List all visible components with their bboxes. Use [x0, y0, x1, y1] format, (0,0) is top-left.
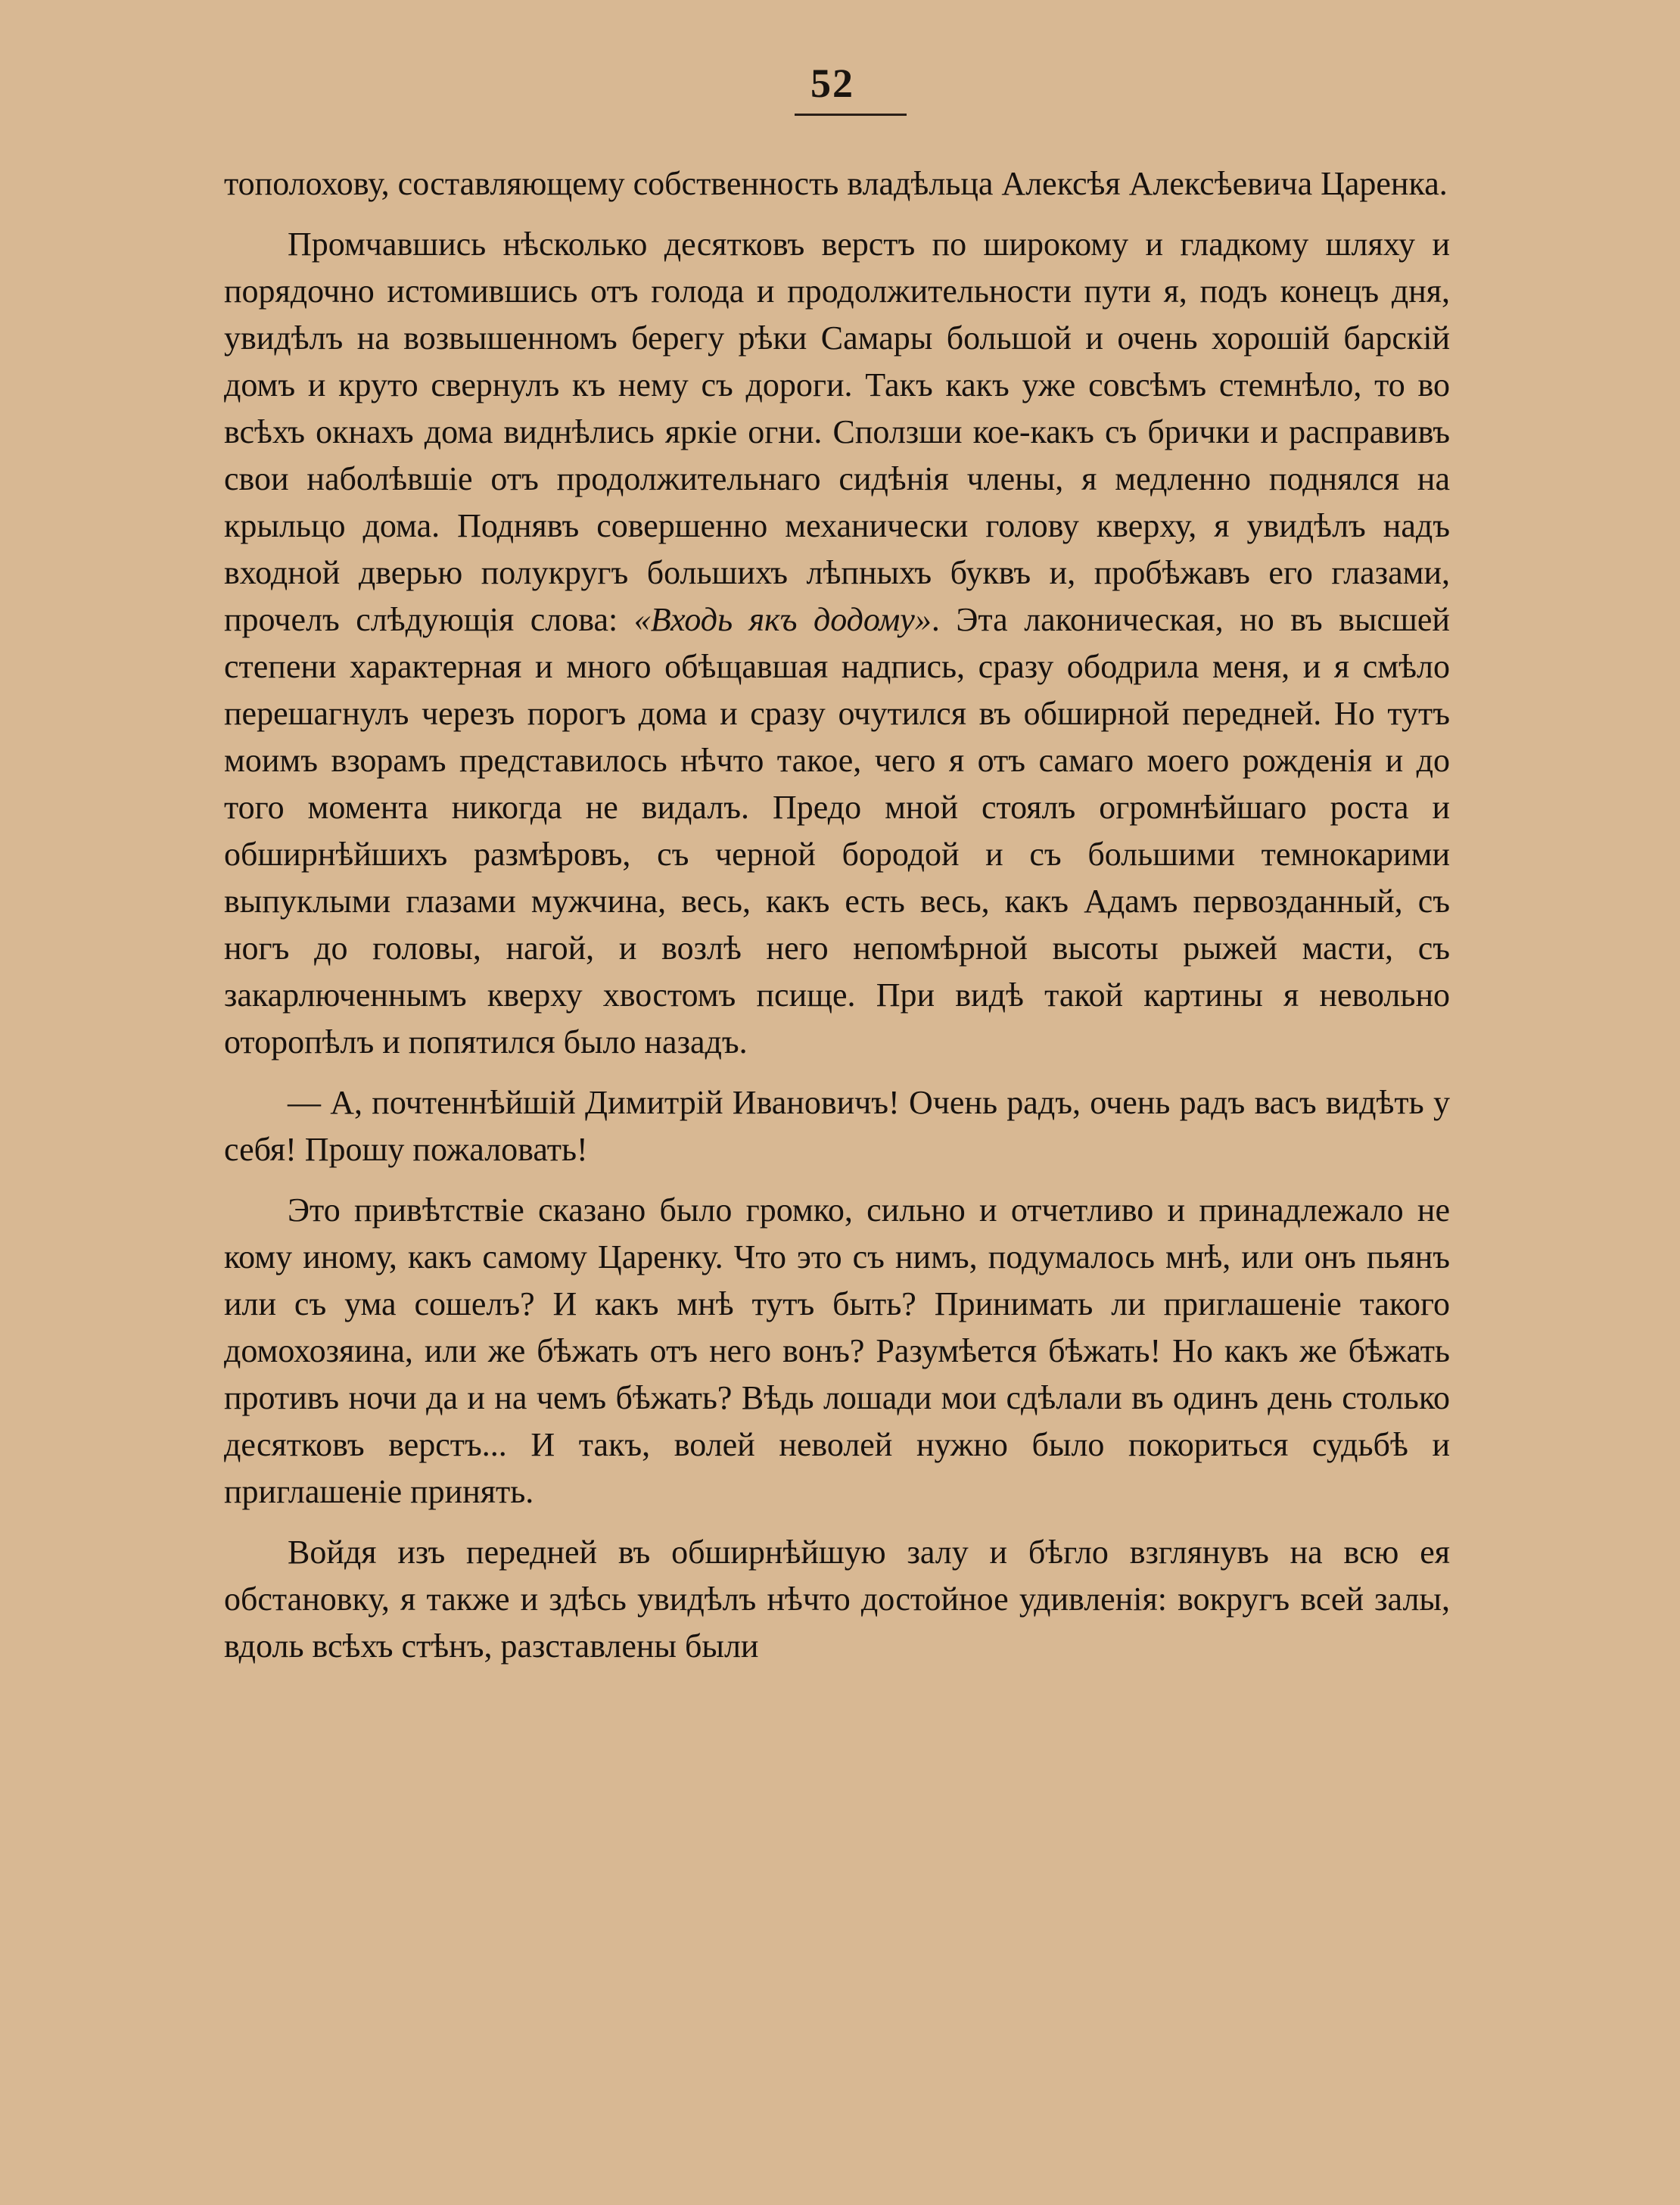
- paragraph-hall: Войдя изъ передней въ обширнѣйшую залу и бѣгло взглянувъ на всю ея обстановку, я также и здѣсь увидѣлъ нѣчто достойное удивленія: вокругъ всей залы, вдоль всѣхъ стѣнъ, разставлены были: [224, 1534, 1450, 1665]
- paragraph-continuation: тополохову, составляющему собственность владѣльца Алексѣя Алексѣевича Царенка.: [224, 165, 1448, 202]
- body-text: [224, 160, 1450, 1670]
- door-inscription: «Входь якъ додому»: [633, 601, 932, 638]
- paragraph-arrival: [224, 221, 1450, 1066]
- page-number-rule: [795, 114, 907, 116]
- paragraph-greeting: — А, почтеннѣйшій Димитрій Ивановичъ! Очень радъ, очень радъ васъ видѣть у себя! Прошу пожаловать!: [224, 1084, 1450, 1168]
- page-number: 52: [810, 61, 854, 106]
- paragraph-arrival-text-before: Промчавшись нѣсколько десятковъ верстъ по широкому и гладкому шляху и порядочно истомившись отъ голода и продолжительности пути я, подъ конецъ дня, увидѣлъ на возвышенномъ берегу рѣки Самары большой и очень хорошій барскій домъ и круто свернулъ къ нему съ дороги. Такъ какъ уже совсѣмъ стемнѣло, то во всѣхъ окнахъ дома виднѣлись яркіе огни. Сползши кое-какъ съ брички и расправивъ свои наболѣвшіе отъ продолжительнаго сидѣнія члены, я медленно поднялся на крыльцо дома. Поднявъ совершенно механически голову кверху, я увидѣлъ надъ входной дверью полукругъ большихъ лѣпныхъ буквъ и, пробѣжавъ его глазами, прочелъ слѣдующія слова:: [224, 226, 1450, 638]
- paragraph-arrival-text-after: . Эта лаконическая, но въ высшей степени характерная и много обѣщавшая надпись, сразу ободрила меня, и я смѣло перешагнулъ черезъ порогъ дома и сразу очутился въ обширной передней. Но тутъ моимъ взорамъ представилось нѣчто такое, чего я отъ самаго моего рожденія и до того момента никогда не видалъ. Предо мной стоялъ огромнѣйшаго роста и обширнѣйшихъ размѣровъ, съ черной бородой и съ большими темнокарими выпуклыми глазами мужчина, весь, какъ есть весь, какъ Адамъ первозданный, съ ногъ до головы, нагой, и возлѣ него непомѣрной высоты рыжей масти, съ закарлюченнымъ кверху хвостомъ псище. При видѣ такой картины я невольно оторопѣлъ и попятился было назадъ.: [224, 601, 1450, 1060]
- paragraph-reflection: Это привѣтствіе сказано было громко, сильно и отчетливо и принадлежало не кому иному, какъ самому Царенку. Что это съ нимъ, подумалось мнѣ, или онъ пьянъ или съ ума сошелъ? И какъ мнѣ тутъ быть? Принимать ли приглашеніе такого домохозяина, или же бѣжать отъ него вонъ? Разумѣется бѣжать! Но какъ же бѣжать противъ ночи да и на чемъ бѣжать? Вѣдь лошади мои сдѣлали въ одинъ день столько десятковъ верстъ... И такъ, волей неволей нужно было покориться судьбѣ и приглашеніе принять.: [224, 1191, 1450, 1510]
